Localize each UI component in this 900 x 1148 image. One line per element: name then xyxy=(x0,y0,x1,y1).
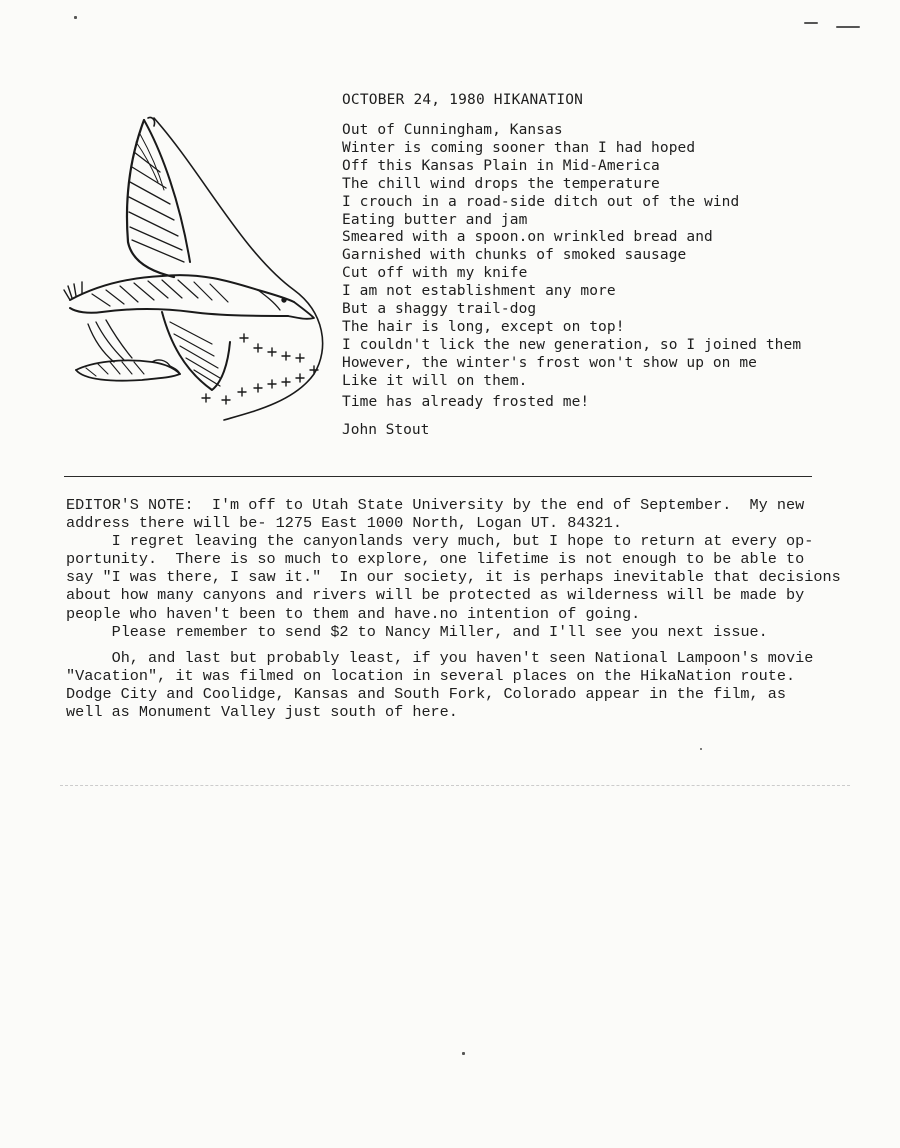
section-divider xyxy=(64,476,812,477)
editor-note-paragraph: EDITOR'S NOTE: I'm off to Utah State University by the end of September. My new address there will be- 1275 East 1000 North, Logan UT. 84321. xyxy=(66,496,805,533)
editor-note xyxy=(66,496,846,721)
poem-line: Eating butter and jam xyxy=(342,211,528,228)
poem-line: Cut off with my knife xyxy=(342,265,528,282)
poem-author: John Stout xyxy=(342,421,430,438)
poem-body xyxy=(342,122,882,412)
scan-speck xyxy=(462,1052,465,1055)
poem-line: The chill wind drops the temperature xyxy=(342,175,660,192)
poem-section xyxy=(342,92,882,438)
poem-line: Off this Kansas Plain in Mid-America xyxy=(342,157,660,174)
poem-line: Smeared with a spoon.on wrinkled bread and xyxy=(342,229,713,246)
editor-note-paragraph: Please remember to send $2 to Nancy Miller, and I'll see you next issue. xyxy=(66,622,768,641)
scan-speck xyxy=(700,748,702,750)
scan-speck xyxy=(836,26,860,28)
poem-line: However, the winter's frost won't show up on me xyxy=(342,354,757,371)
poem-line: Out of Cunningham, Kansas xyxy=(342,122,563,138)
poem-line: Like it will on them. xyxy=(342,372,528,389)
scan-speck xyxy=(74,16,77,19)
editor-note-paragraph: I regret leaving the canyonlands very much, but I hope to return at every op- portunity. There is so much to explore, one lifetime is not enough to be able to say "I was there, I saw it." In our society, it is perhaps inevitable that decisions about how many canyons and rivers will be protected as wilderness will be made by people who haven't been to them and have.no intention of going. xyxy=(66,532,841,623)
scan-speck xyxy=(804,22,818,24)
poem-line: I am not establishment any more xyxy=(342,283,616,300)
poem-line: Time has already frosted me! xyxy=(342,393,590,410)
poem-line: Winter is coming sooner than I had hoped xyxy=(342,139,696,156)
date-heading: OCTOBER 24, 1980 HIKANATION xyxy=(342,92,584,108)
poem-line: But a shaggy trail-dog xyxy=(342,301,537,318)
poem-line: Garnished with chunks of smoked sausage xyxy=(342,247,687,264)
editor-note-paragraph: Oh, and last but probably least, if you haven't seen National Lampoon's movie "Vacation", it was filmed on location in several places on the HikaNation route. Dodge City and Coolidge, Kansas and South Fork, Colorado appear in the film, as well as Monument Valley just south of here. xyxy=(66,648,814,722)
poem-line: The hair is long, except on top! xyxy=(342,318,625,335)
flying-ducks-illustration-icon xyxy=(62,112,332,427)
poem-line: I couldn't lick the new generation, so I joined them xyxy=(342,336,802,353)
faint-divider xyxy=(60,785,850,786)
poem-line: I crouch in a road-side ditch out of the wind xyxy=(342,193,740,210)
